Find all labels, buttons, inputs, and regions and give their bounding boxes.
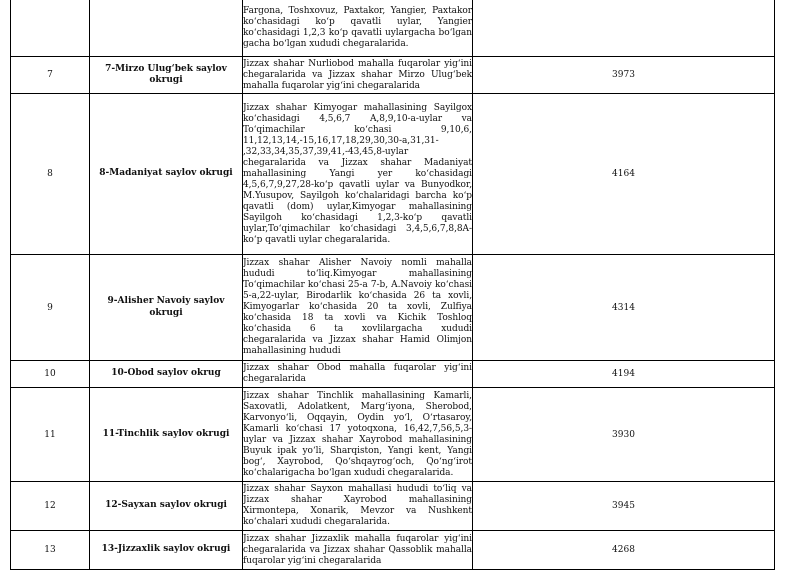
district-boundary-cell	[243, 482, 473, 531]
row-number: 8	[11, 94, 90, 255]
row-number: 11	[11, 388, 90, 482]
table-row	[11, 361, 775, 388]
district-boundary-cell	[243, 388, 473, 482]
row-number: 12	[11, 482, 90, 531]
district-boundary-text: Fargona, Toshxovuz, Paxtakor, Yangier, Paxtakor ko‘chasidagi ko‘p qavatli uylar, Yangier ko‘chasidagi 1,2,3 ko‘p qavatli uylargacha bo‘lgan gacha bo‘lgan xududi chegaralarida.	[243, 5, 472, 49]
table-row	[11, 388, 775, 482]
table-row	[11, 94, 775, 255]
table-row	[11, 482, 775, 531]
voter-count: 4314	[473, 255, 775, 361]
table-row	[11, 255, 775, 361]
voter-count: 4194	[473, 361, 775, 388]
district-table-body	[11, 0, 775, 570]
district-boundary-cell	[243, 361, 473, 388]
table-row	[11, 57, 775, 94]
district-boundary-cell	[243, 531, 473, 570]
row-number: 9	[11, 255, 90, 361]
district-name: 11-Tinchlik saylov okrugi	[90, 388, 243, 482]
row-number: 10	[11, 361, 90, 388]
district-boundary-cell	[243, 0, 473, 57]
district-name: 7-Mirzo Ulug‘bek saylov okrugi	[90, 57, 243, 94]
district-name: 13-Jizzaxlik saylov okrugi	[90, 531, 243, 570]
voter-count: 3930	[473, 388, 775, 482]
district-boundary-text: Jizzax shahar Kimyogar mahallasining Sayilgox ko‘chasidagi 4,5,6,7 A,8,9,10-a-uylar va To‘qimachilar ko‘chasi 9,10,6, 11,12,13,14,-15,16,17,18,29,30,30-a,31,31- ,32,33,34,35,37,39,41,-43,45,8-uylar chegaralarida va Jizzax shahar Madaniyat mahallasining Yangi yer ko‘chasidagi 4,5,6,7,9,27,28-ko‘p qavatli uylar va Bunyodkor, M.Yusupov, Sayilgoh ko‘chalaridagi barcha ko‘p qavatli (dom) uylar,Kimyogar mahallasining Sayilgoh ko‘chasidagi 1,2,3-ko‘p qavatli uylar,To‘qimachilar ko‘chasidagi 3,4,5,6,7,8,8A-ko‘p qavatli uylar chegaralarida.	[243, 102, 472, 245]
voter-count: 3973	[473, 57, 775, 94]
voter-count: 4268	[473, 531, 775, 570]
district-boundary-cell	[243, 94, 473, 255]
district-boundary-text: Jizzax shahar Alisher Navoiy nomli mahalla hududi to‘liq.Kimyogar mahallasining To‘qimachilar ko‘chasi 25-a 7-b, A.Navoiy ko‘chasi 5-a,22-uylar, Birodarlik ko‘chasida 26 ta xovli, Kimyogarlar ko‘chasida 20 ta xovli, Zulfiya ko‘chasida 18 ta xovli va Kichik Toshloq ko‘chasida 6 ta xovlilargacha xududi chegaralarida va Jizzax shahar Hamid Olimjon mahallasining hududi	[243, 258, 472, 356]
row-number: 7	[11, 57, 90, 94]
district-boundary-cell	[243, 255, 473, 361]
district-boundary-text: Jizzax shahar Jizzaxlik mahalla fuqarolar yig‘ini chegaralarida va Jizzax shahar Qassoblik mahalla fuqarolar yig‘ini chegaralarida	[243, 533, 472, 566]
district-boundary-cell	[243, 57, 473, 94]
table-row	[11, 531, 775, 570]
row-number	[11, 0, 90, 57]
voter-count: 4164	[473, 94, 775, 255]
district-boundary-text: Jizzax shahar Nurliobod mahalla fuqarolar yig‘ini chegaralarida va Jizzax shahar Mirzo Ulug‘bek mahalla fuqarolar yig‘ini chegaralarida	[243, 58, 472, 91]
district-name: 8-Madaniyat saylov okrugi	[90, 94, 243, 255]
voter-count: 3945	[473, 482, 775, 531]
district-boundary-text: Jizzax shahar Tinchlik mahallasining Kamarli, Saxovatli, Adolatkent, Marg‘iyona, Sherobod, Karvonyo‘li, Oqqayin, Oydin yo‘l, O‘rtasaroy, Kamarli ko‘chasi 17 yotoqxona, 16,42,7,56,5,3- uylar va Jizzax shahar Xayrobod mahallasining Buyuk ipak yo‘li, Sharqiston, Yangi kent, Yangi bog‘, Xayrobod, Qo‘shqayrog‘och, Qo‘ng‘irot ko‘chalarigacha bo‘lgan xududi chegaralarida.	[243, 390, 472, 478]
row-number: 13	[11, 531, 90, 570]
district-name: 9-Alisher Navoiy saylov okrugi	[90, 255, 243, 361]
district-boundary-text: Jizzax shahar Sayxon mahallasi hududi to‘liq va Jizzax shahar Xayrobod mahallasining Xirmontepa, Xonarik, Mevzor va Nushkent ko‘chalari xududi chegaralarida.	[243, 484, 472, 527]
district-name: 10-Obod saylov okrug	[90, 361, 243, 388]
district-name: 12-Sayxan saylov okrugi	[90, 482, 243, 531]
district-name	[90, 0, 243, 57]
voter-count	[473, 0, 775, 57]
district-table	[10, 0, 775, 570]
district-boundary-text: Jizzax shahar Obod mahalla fuqarolar yig‘ini chegaralarida	[243, 363, 472, 384]
table-row	[11, 0, 775, 57]
